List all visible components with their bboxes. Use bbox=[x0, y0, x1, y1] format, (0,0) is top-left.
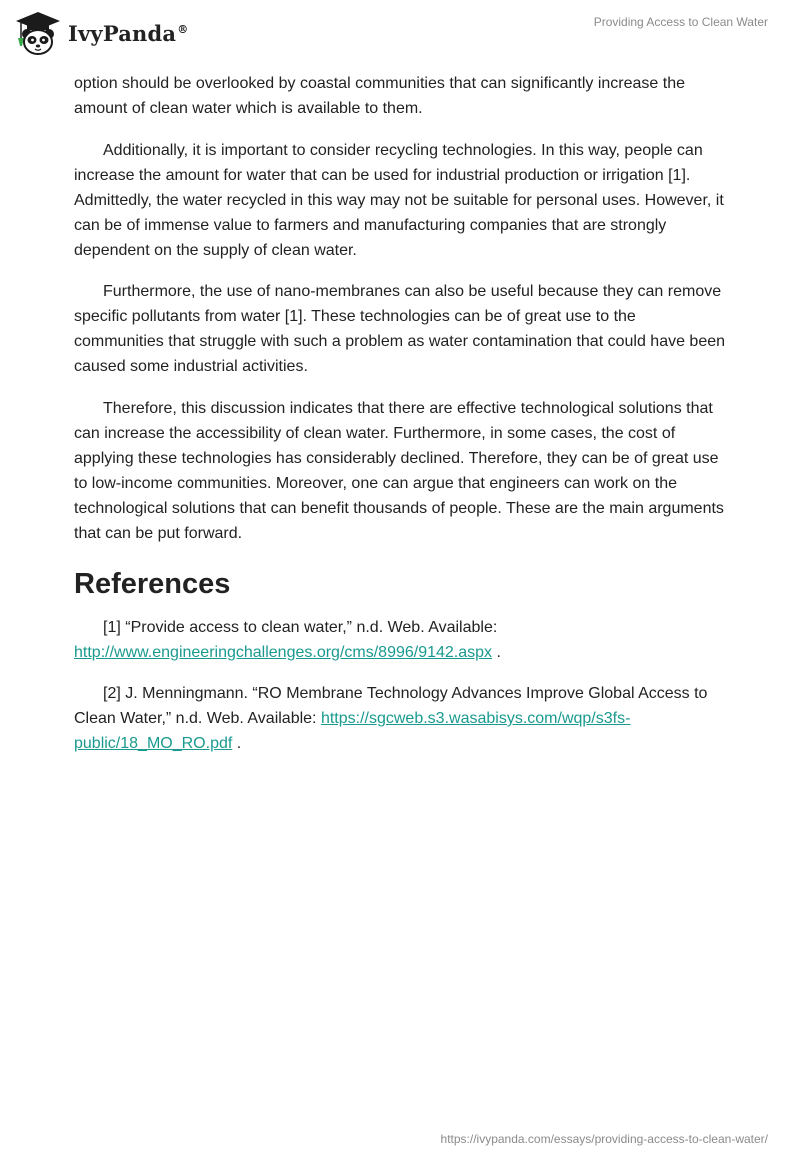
reference-suffix: . bbox=[492, 643, 501, 661]
references-heading: References bbox=[74, 567, 231, 600]
brand-logo[interactable] bbox=[14, 8, 188, 58]
page-header bbox=[0, 0, 800, 70]
paragraph: Additionally, it is important to consider recycling technologies. In this way, people can increase the amount for water that can be used for industrial production or irrigation [1]. Admittedly, the water recycled in this way may not be suitable for personal uses. However, it can be of immense value to farmers and manufacturing companies that are strongly dependent on the supply of clean water. bbox=[74, 141, 724, 259]
brand-name: IvyPanda® bbox=[68, 20, 189, 46]
paragraph: Therefore, this discussion indicates that there are effective technological solutions that can increase the accessibility of clean water. Furthermore, in some cases, the cost of applying these technologies has considerably declined. Therefore, they can be of great use to low-income communities. Moreover, one can argue that engineers can work on the technological solutions that can benefit thousands of people. These are the main arguments that can be put forward. bbox=[74, 399, 724, 542]
panda-logo-icon bbox=[14, 10, 62, 56]
document-title: Providing Access to Clean Water bbox=[593, 15, 768, 29]
reference-link[interactable]: http://www.engineeringchallenges.org/cms/8996/9142.aspx bbox=[74, 643, 493, 661]
reference-text: [2] J. Menningmann. “RO Membrane Technology Advances Improve Global Access to Clean Water,” n.d. Web. Available: bbox=[74, 685, 708, 727]
essay-content bbox=[74, 71, 726, 773]
reference-item bbox=[74, 615, 726, 665]
paragraph-continuation: option should be overlooked by coastal communities that can significantly increase the amount of clean water which is available to them. bbox=[74, 75, 686, 117]
reference-suffix: . bbox=[232, 735, 242, 752]
reference-item bbox=[74, 681, 726, 756]
registered-mark: ® bbox=[177, 22, 189, 36]
reference-link[interactable]: https://sgcweb.s3.wasabisys.com/wqp/s3fs-public/18_MO_RO.pdf bbox=[74, 710, 631, 752]
paragraph: Furthermore, the use of nano-membranes can also be useful because they can remove specific pollutants from water [1]. These technologies can be of great use to the communities that struggle with such a problem as water contamination that could have been caused some industrial activities. bbox=[74, 283, 726, 375]
reference-text: [1] “Provide access to clean water,” n.d. Web. Available: bbox=[103, 618, 498, 636]
footer-url[interactable]: https://ivypanda.com/essays/providing-access-to-clean-water/ bbox=[440, 1132, 768, 1146]
